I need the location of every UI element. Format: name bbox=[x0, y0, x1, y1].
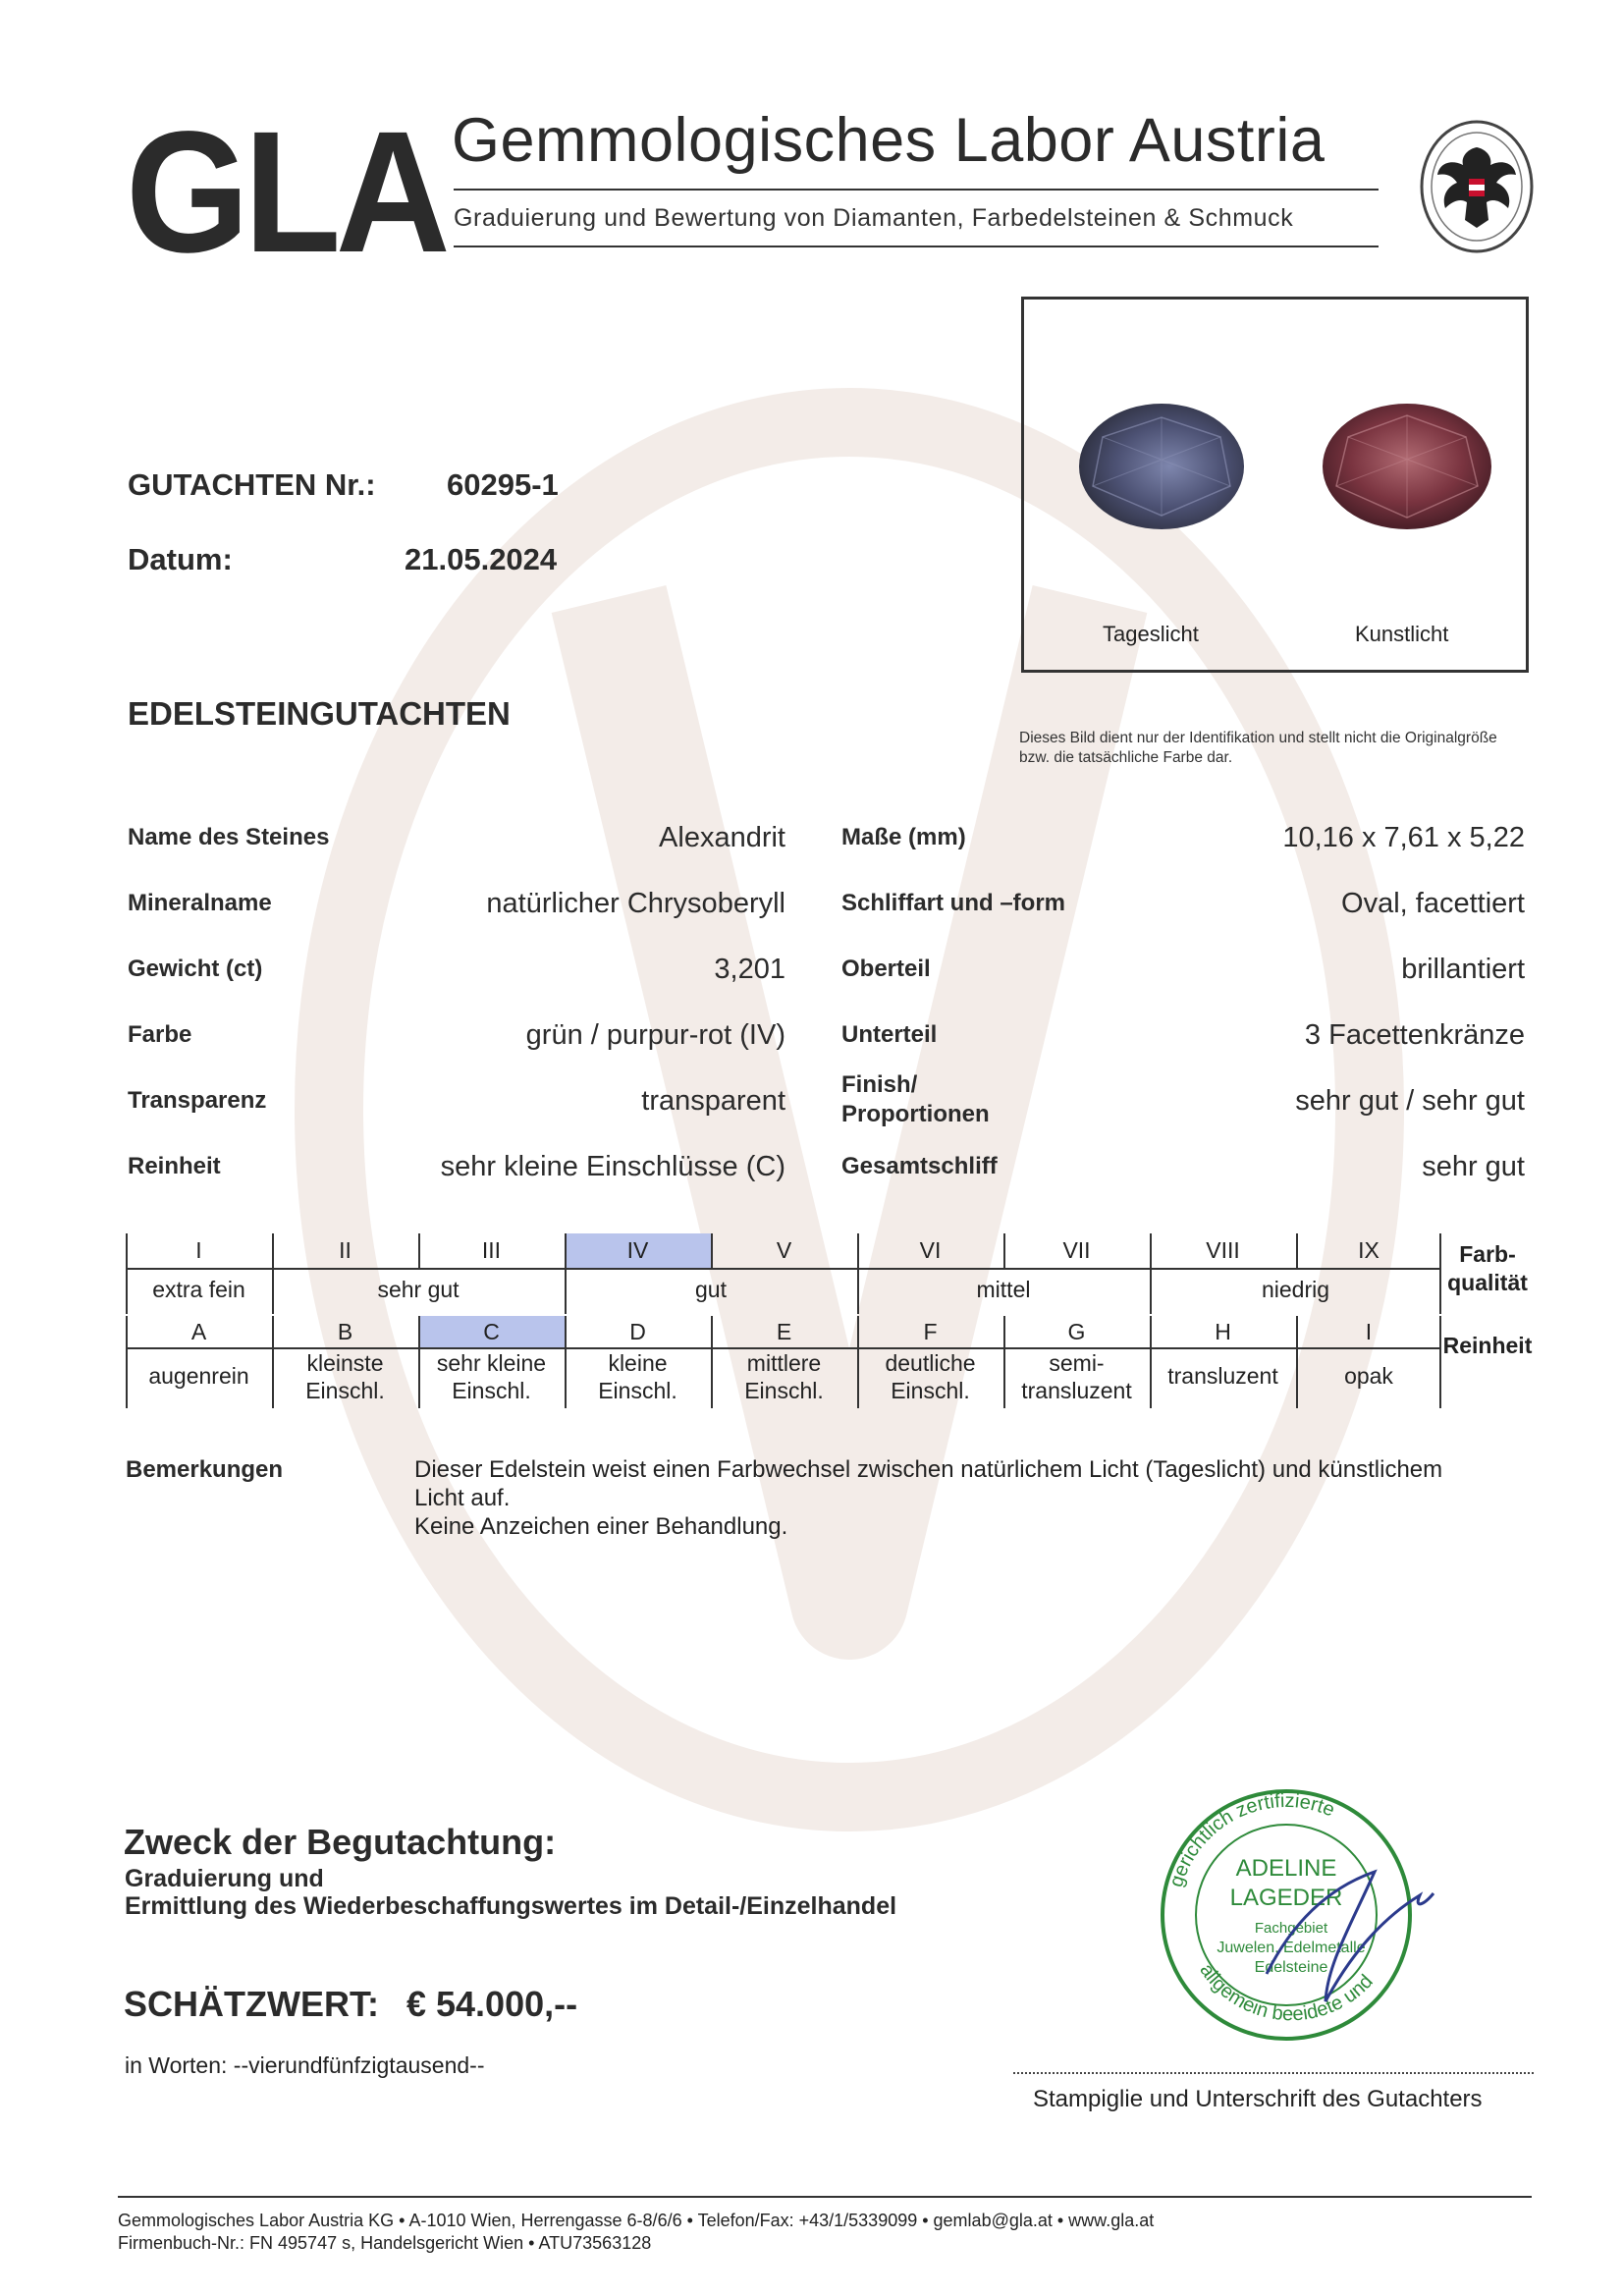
prop-value: sehr kleine Einschlüsse (C) bbox=[440, 1151, 785, 1182]
scale-divider bbox=[1150, 1233, 1152, 1314]
clarity-description: transluzent bbox=[1167, 1363, 1278, 1389]
clarity-description-line: semi- bbox=[1049, 1350, 1105, 1376]
color-quality-label bbox=[1443, 1240, 1532, 1297]
scale-divider bbox=[126, 1233, 128, 1314]
scale-divider bbox=[857, 1316, 859, 1408]
remarks-label: Bemerkungen bbox=[126, 1456, 284, 1483]
clarity-grade: B bbox=[337, 1319, 353, 1344]
report-number-label: GUTACHTEN Nr.: bbox=[128, 467, 376, 502]
date-label: Datum: bbox=[128, 542, 233, 576]
prop-label: Name des Steines bbox=[128, 824, 330, 850]
scale-divider bbox=[126, 1316, 128, 1408]
prop-value: transparent bbox=[641, 1085, 785, 1117]
gem-artificial-light-image bbox=[1319, 398, 1495, 535]
scale-divider bbox=[1003, 1233, 1005, 1268]
color-grade: II bbox=[339, 1237, 352, 1263]
estimated-value bbox=[124, 1984, 577, 2025]
color-quality-scale bbox=[126, 1233, 1441, 1314]
prop-label: Unterteil bbox=[841, 1021, 938, 1048]
color-grade: IX bbox=[1358, 1237, 1380, 1263]
header-divider-bottom bbox=[454, 246, 1379, 247]
prop-value: Oval, facettiert bbox=[1341, 888, 1525, 919]
clarity-description-line: transluzent bbox=[1021, 1378, 1132, 1403]
color-group: gut bbox=[695, 1277, 727, 1302]
clarity-grade: G bbox=[1067, 1319, 1086, 1344]
clarity-grade: F bbox=[923, 1319, 938, 1344]
clarity-description-line: Einschl. bbox=[598, 1378, 677, 1403]
scale-divider bbox=[1296, 1316, 1298, 1408]
scale-divider bbox=[565, 1316, 567, 1408]
stamp-name-line: LAGEDER bbox=[1229, 1885, 1343, 1911]
footer-line: Gemmologisches Labor Austria KG • A-1010 Wien, Herrengasse 6-8/6/6 • Telefon/Fax: +43/1/5339099 • gemlab@gla.at • www.gla.at bbox=[118, 2211, 1155, 2230]
austrian-eagle-emblem-icon bbox=[1418, 118, 1536, 255]
scale-divider bbox=[418, 1233, 420, 1268]
clarity-description-line: mittlere bbox=[746, 1350, 822, 1376]
prop-label: Proportionen bbox=[841, 1101, 990, 1127]
stamp-field-line: Edelsteine bbox=[1254, 1959, 1328, 1976]
scale-divider bbox=[857, 1233, 859, 1314]
color-group: niedrig bbox=[1261, 1277, 1330, 1302]
section-title: EDELSTEINGUTACHTEN bbox=[128, 695, 511, 732]
prop-value: 10,16 x 7,61 x 5,22 bbox=[1282, 822, 1525, 853]
scale-divider bbox=[1439, 1316, 1441, 1408]
color-group: sehr gut bbox=[377, 1277, 460, 1302]
color-group: extra fein bbox=[152, 1277, 245, 1302]
gla-logo: GLA bbox=[126, 96, 446, 289]
footer-divider bbox=[118, 2196, 1532, 2198]
clarity-description bbox=[857, 1349, 1003, 1404]
scale-divider bbox=[126, 1268, 1441, 1270]
estimate-amount: € 54.000,-- bbox=[406, 1984, 578, 2024]
prop-value: sehr gut / sehr gut bbox=[1295, 1085, 1525, 1117]
remarks-line: Keine Anzeichen einer Behandlung. bbox=[414, 1513, 788, 1540]
scale-divider bbox=[418, 1316, 420, 1408]
color-quality-label-line: Farb- bbox=[1459, 1241, 1516, 1267]
clarity-grade: I bbox=[1365, 1319, 1373, 1344]
scale-divider bbox=[1150, 1316, 1152, 1408]
prop-value: natürlicher Chrysoberyll bbox=[486, 888, 785, 919]
stamp-field-line: Juwelen, Edelmetalle bbox=[1217, 1940, 1366, 1956]
clarity-description: augenrein bbox=[148, 1363, 249, 1389]
estimate-label: SCHÄTZWERT: bbox=[124, 1984, 379, 2024]
scale-divider bbox=[126, 1347, 1441, 1349]
clarity-description-line: sehr kleine bbox=[436, 1350, 547, 1376]
color-grade: VIII bbox=[1206, 1237, 1240, 1263]
purpose-line: Graduierung und bbox=[125, 1865, 324, 1892]
prop-label: Transparenz bbox=[128, 1087, 267, 1114]
prop-value: brillantiert bbox=[1401, 954, 1525, 985]
stamp-name-line: ADELINE bbox=[1235, 1855, 1337, 1882]
clarity-description bbox=[272, 1349, 418, 1404]
scale-divider bbox=[1003, 1316, 1005, 1408]
report-date: 21.05.2024 bbox=[405, 542, 558, 576]
clarity-description-line: Einschl. bbox=[305, 1378, 385, 1403]
footer bbox=[118, 2210, 1154, 2255]
color-grade: V bbox=[776, 1237, 792, 1263]
prop-label: Gewicht (ct) bbox=[128, 956, 263, 982]
clarity-description-line: deutliche bbox=[885, 1350, 976, 1376]
photo-disclaimer: Dieses Bild dient nur der Identifikation und stellt nicht die Originalgröße bzw. die tatsächliche Farbe dar. bbox=[1019, 730, 1497, 766]
footer-line: Firmenbuch-Nr.: FN 495747 s, Handelsgericht Wien • ATU73563128 bbox=[118, 2233, 652, 2253]
color-grade: III bbox=[481, 1237, 502, 1263]
scale-divider bbox=[272, 1316, 274, 1408]
clarity-label: Reinheit bbox=[1442, 1333, 1533, 1358]
prop-value: 3 Facettenkränze bbox=[1304, 1019, 1525, 1051]
prop-label: Schliffart und –form bbox=[841, 890, 1066, 916]
scale-divider bbox=[565, 1233, 567, 1314]
clarity-description-line: kleinste bbox=[306, 1350, 384, 1376]
prop-value: sehr gut bbox=[1422, 1151, 1525, 1182]
gem-photo-box bbox=[1021, 297, 1529, 673]
scale-divider bbox=[272, 1233, 274, 1314]
header-divider-top bbox=[454, 189, 1379, 191]
lab-tagline: Graduierung und Bewertung von Diamanten, Farbedelsteinen & Schmuck bbox=[454, 204, 1294, 232]
clarity-grade: H bbox=[1215, 1319, 1231, 1344]
remarks-text bbox=[414, 1455, 1514, 1541]
prop-label: Maße (mm) bbox=[841, 824, 966, 850]
prop-value: grün / purpur-rot (IV) bbox=[525, 1019, 785, 1051]
prop-label: Gesamtschliff bbox=[841, 1153, 998, 1179]
color-group: mittel bbox=[976, 1277, 1031, 1302]
color-grade-selected: IV bbox=[626, 1237, 649, 1263]
clarity-grade: E bbox=[776, 1319, 792, 1344]
prop-label: Farbe bbox=[128, 1021, 192, 1048]
prop-label: Finish/ bbox=[841, 1071, 918, 1098]
color-grade: I bbox=[195, 1237, 202, 1263]
clarity-description: opak bbox=[1344, 1363, 1393, 1389]
clarity-scale bbox=[126, 1316, 1441, 1408]
purpose-title: Zweck der Begutachtung: bbox=[124, 1822, 557, 1862]
signature-label: Stampiglie und Unterschrift des Gutachters bbox=[1033, 2086, 1483, 2112]
stamp-ring-top: gerichtlich zertifizierte bbox=[1165, 1789, 1338, 1890]
clarity-grade: A bbox=[190, 1319, 207, 1344]
report-number: 60295-1 bbox=[447, 467, 559, 502]
clarity-grade-selected: C bbox=[483, 1319, 500, 1344]
clarity-description-line: Einschl. bbox=[744, 1378, 824, 1403]
estimate-in-words: in Worten: --vierundfünfzigtausend-- bbox=[125, 2052, 485, 2078]
clarity-description bbox=[418, 1349, 565, 1404]
clarity-description bbox=[711, 1349, 857, 1404]
clarity-grade: D bbox=[629, 1319, 646, 1344]
prop-label: Mineralname bbox=[128, 890, 272, 916]
stamp-field-line: Fachgebiet bbox=[1254, 1920, 1328, 1937]
scale-divider bbox=[1439, 1233, 1441, 1314]
prop-label: Oberteil bbox=[841, 956, 931, 982]
lab-name: Gemmologisches Labor Austria bbox=[452, 106, 1325, 175]
clarity-description bbox=[565, 1349, 711, 1404]
remarks-line: Dieser Edelstein weist einen Farbwechsel zwischen natürlichem Licht (Tageslicht) und künstlichem Licht auf. bbox=[414, 1456, 1443, 1511]
color-grade: VII bbox=[1062, 1237, 1091, 1263]
gem-daylight-image bbox=[1073, 398, 1250, 535]
prop-value: Alexandrit bbox=[659, 822, 785, 853]
caption-artificial-light: Kunstlicht bbox=[1355, 622, 1449, 646]
purpose-line: Ermittlung des Wiederbeschaffungswertes im Detail-/Einzelhandel bbox=[125, 1892, 897, 1920]
scale-divider bbox=[1296, 1233, 1298, 1268]
color-grade: VI bbox=[919, 1237, 942, 1263]
clarity-description-line: Einschl. bbox=[452, 1378, 531, 1403]
prop-label: Reinheit bbox=[128, 1153, 221, 1179]
prop-value: 3,201 bbox=[714, 954, 785, 985]
stamp-ring-bottom: allgemein beeidete und bbox=[1195, 1959, 1378, 2026]
scale-divider bbox=[711, 1316, 713, 1408]
signature-line bbox=[1013, 2072, 1534, 2074]
clarity-description bbox=[1003, 1349, 1150, 1404]
clarity-description-line: Einschl. bbox=[891, 1378, 970, 1403]
color-quality-label-line: qualität bbox=[1447, 1270, 1528, 1295]
clarity-description-line: kleine bbox=[608, 1350, 668, 1376]
expert-stamp bbox=[1119, 1777, 1512, 2052]
caption-daylight: Tageslicht bbox=[1103, 622, 1199, 646]
scale-divider bbox=[711, 1233, 713, 1268]
